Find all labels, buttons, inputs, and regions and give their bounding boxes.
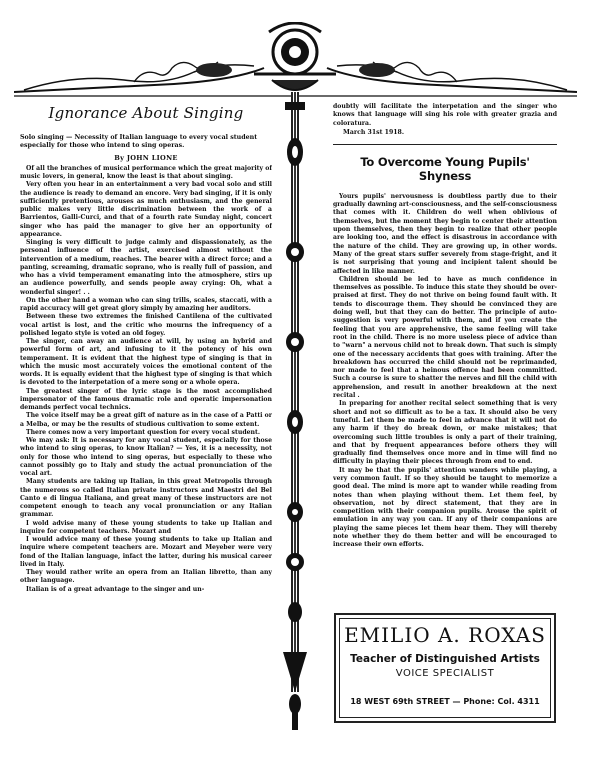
ornamental-header-illustration xyxy=(14,22,577,100)
paragraph: Singing is very difficult to judge calmly and dispassionately, as the personal influence of the artist, exercised almost without the intervention of a medium, reaches. The bearer with a direct force; and a panting, screaming, dramatic soprano, who is really full of passion, and who has a vivid temperament emanating into the atmosphere, stirs up an audience powerfully, and sends people away crying: Oh, what a wonderful singer! . . xyxy=(20,239,272,296)
advertiser-address: 18 WEST 69th STREET — Phone: Col. 4311 xyxy=(350,697,540,706)
paragraph: The greatest singer of the lyric stage is the most accomplished impersonator of the famous dramatic role and operatic impersonation demands perfect vocal technics. xyxy=(20,387,272,412)
paragraph: Between these two extremes the finished Cantilena of the cultivated vocal artist is lost, and the critic who mourns the infrequency of a polished legato style is voted an old fogey. xyxy=(20,313,272,337)
paragraph: I wold advise many of these young students to take up Italian and inquire for competent teachers. Mozart and xyxy=(20,519,272,535)
paragraph: The singer, can away an audience at will, by using an hybrid and powerful form of art, and infusing to it the potency of his own temperament. It is evident that the highest type of singing is that in which the music most accurately voices the emotional content of the words. It is equally evident that the highest type of singing is that which is devoted to the interpetation of a mere song or a whole opera. xyxy=(20,338,272,387)
paragraph: On the other hand a woman who can sing trills, scales, staccati, with a rapid accuracy will get great glory simply by amazing her auditors. xyxy=(20,296,272,313)
paragraph: We may ask: It is necessary for any vocal student, especially for those who intend to sing operas, to know Italian? — Yes, it is a necessity, not only for those who intend to sing operas, but especially to these who cannot possibly go to Italy and study the actual pronunciation of the vocal art. xyxy=(20,437,272,478)
article-continuation xyxy=(333,103,557,128)
paragraph: Yours pupils' nervousness is doubtless partly due to their gradually dawning art-consciousness, and the self-consciousness that comes with it. Children do well when oblivious of themselves, but the moment they begin to center their attention upon themselves, then they begin to realize that other people are looking too, and the effect is disastrous in accordance with the nature of the child. They are growing up, in other words. Many of the great stars suffer severely from stage-fright, and it is not surprising that young and incipient talent should be affected in like manner. xyxy=(333,192,557,275)
divider xyxy=(333,144,557,145)
advertiser-title: Teacher of Distinguished Artists xyxy=(350,653,540,665)
article-byline: By JOHN LIONE xyxy=(114,153,178,162)
paragraph: There comes now a very important question for every vocal student. xyxy=(26,428,260,436)
article-date: March 31st 1918. xyxy=(343,128,405,136)
advertisement-box xyxy=(334,613,556,723)
paragraph: The voice itself may be a great gift of nature as in the case of a Patti or a Melba, or may be the results of studious cultivation to some extent. xyxy=(20,412,272,428)
article-title: Ignorance About Singing xyxy=(48,104,244,122)
article-body xyxy=(333,193,557,550)
article-title: To Overcome Young Pupils' Shyness xyxy=(360,154,530,183)
article-subhead: Solo singing — Necessity of Italian language to every vocal student especially for those who intend to sing operas. xyxy=(20,134,258,150)
advertiser-specialty: VOICE SPECIALIST xyxy=(395,668,495,679)
paragraph: Italian is of a great advantage to the singer and un- xyxy=(26,585,205,593)
paragraph: I would advice many of these young students to take up Italian and inquire where competent teachers are. Mozart and Meyeber were very fond of the Italian language, infact the latter, during his musical career lived in Italy. xyxy=(20,536,272,568)
paragraph: Of all the branches of musical performance which the great majority of music lovers, in general, know the least is that about singing. xyxy=(20,164,272,181)
paragraph: Very often you hear in an entertainment a very bad vocal solo and still the audience is ready to demand an encore. Very bad singing, if it is only sufficiently pretentious, arouses as much enthusiasm, and the general public makes very little discrimination between the work of a Barrientos, Galli-Curci, and that of a fourth rate Sunday night, concert singer who has paid the manager to give her an opportunity of appearance. xyxy=(20,181,272,238)
article-ignorance-about-singing xyxy=(20,100,272,752)
advertiser-name: EMILIO A. ROXAS xyxy=(344,623,546,647)
paragraph: In preparing for another recital select something that is very short and not so difficult as to be a tax. It should also be very tuneful. Let them be made to feel in advance that it will not do any harm if they do break down, or make mistakes; that overcoming such little troubles is only a part of their training, and that by frequent appearances before others they will gradually find themselves once more and in time will find no difficulty in playing their pieces through from end to end. xyxy=(333,400,557,466)
article-body xyxy=(20,165,272,594)
paragraph: They would rather write an opera from an Italian libretto, than any other language. xyxy=(20,569,272,585)
paragraph: doubtly will facilitate the interpetation and the singer who knows that language will sing his role with greater grazia and coloratura. xyxy=(333,103,557,127)
paragraph: Many students are taking up Italian, in this great Metropolis through the numerous so called Italian private instructors and Maestri del Bel Canto e di lingua Italiana, and great many of these instructors are not competent enough to teach any vocal pronunciation or any Italian grammar. xyxy=(20,478,272,519)
paragraph: It may be that the pupils' attention wanders while playing, a very common fault. If so they should be taught to memorize a good deal. The mind is more apt to wander while reading from notes than when playing without them. Let them feel, by observation, not by direct statement, that they are in competition with their companion pupils. Arouse the spirit of emulation in any way you can. If any of their companions are playing the same pieces let them hear them. They will thereby note whether they do them better and will be encouraged to increase their own efforts. xyxy=(333,466,557,549)
paragraph: Children should be led to have as much confidence in themselves as possible. To induce this state they should be over-praised at first. They do not thrive on being found fault with. It tends to discourage them. They should be convinced they are doing well, but that they can do better. The principle of auto-suggestion is very powerful with them, and if you create the feeling that you are apprehensive, the same feeling will take root in the child. There is no more useless piece of advice than to "warn" a nervous child not to break down. That such is simply one of the necessary accidents that goes with training. After the breakdown has occurred the child should not be reprimanded, nor made to feel that a heinous offence had been committed. Such a course is sure to shatter the nerves and fill the child with apprehension, and result in another breakdown at the next recital . xyxy=(333,275,557,400)
central-column-ornament xyxy=(281,92,309,732)
